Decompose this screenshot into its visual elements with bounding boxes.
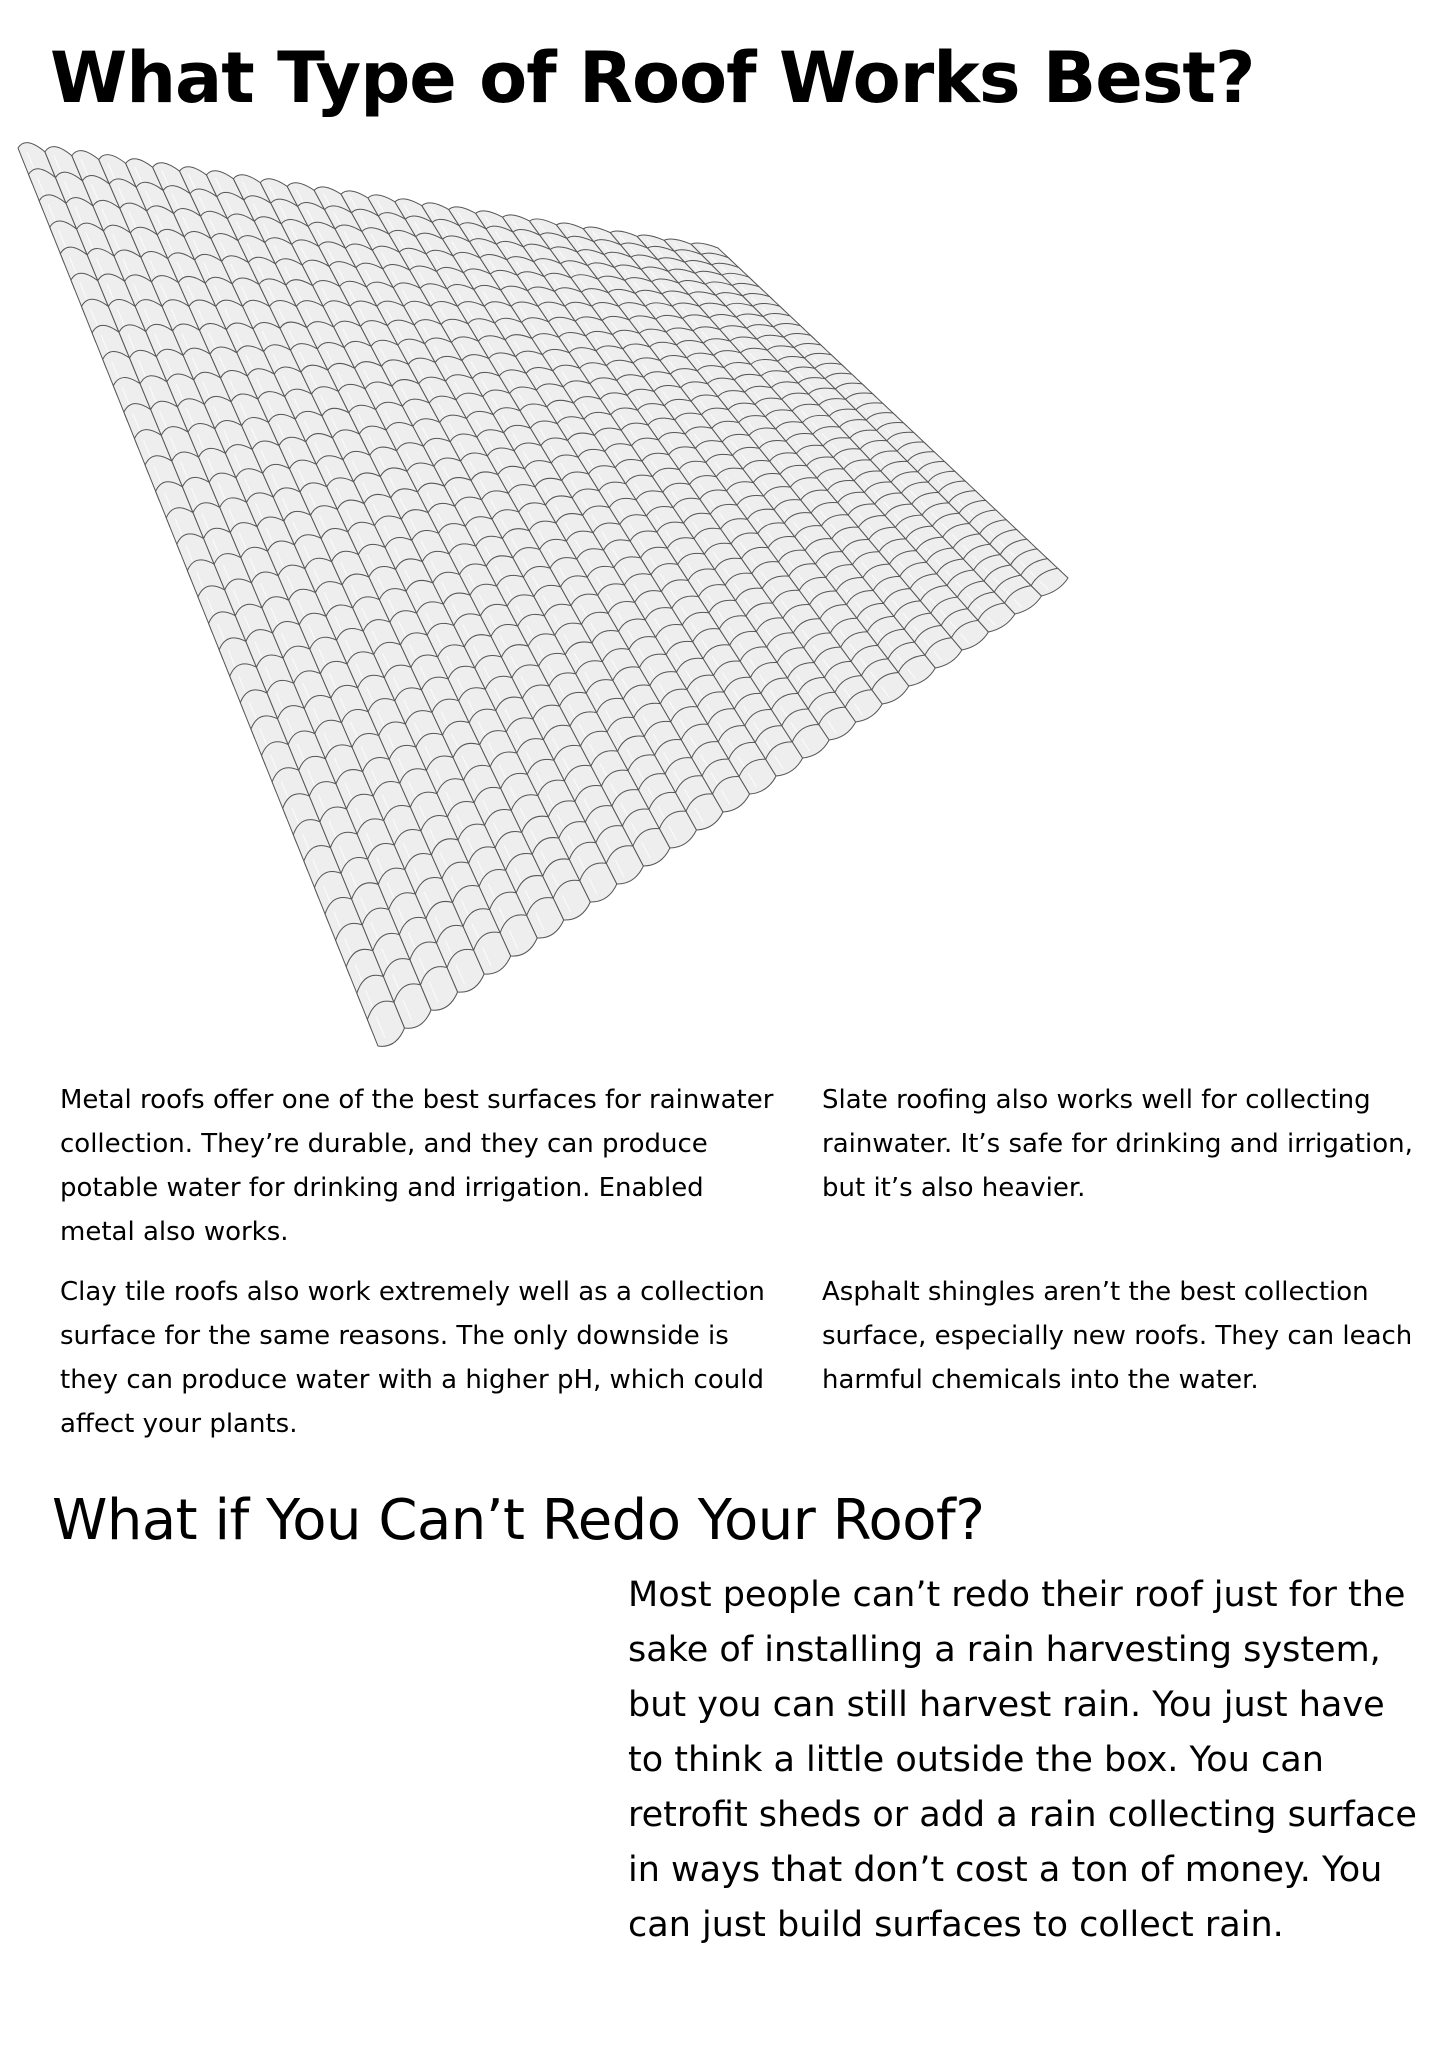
roof-tile-grid: [18, 143, 1068, 1047]
section-body: Most people can’t redo their roof just for the sake of installing a rain harvesting system, but you can still harvest rain. You just have to think a little outside the box. You can retrofit sheds or add a rain collecting surface in ways that don’t cost a ton of money. You can just build surfaces to collect rain.: [628, 1575, 1417, 1945]
page-title: What Type of Roof Works Best?: [50, 37, 1255, 119]
metal-roof-paragraph: Metal roofs offer one of the best surfaces for rainwater collection. They’re durable, and they can produce potable water for drinking and irrigation. Enabled metal also works.: [60, 1085, 774, 1247]
slate-roof-paragraph: Slate roofing also works well for collecting rainwater. It’s safe for drinking and irrigation, but it’s also heavier.: [822, 1085, 1413, 1203]
asphalt-shingle-paragraph: Asphalt shingles aren’t the best collection surface, especially new roofs. They can leach harmful chemicals into the water.: [822, 1277, 1413, 1395]
section-title: What if You Can’t Redo Your Roof?: [52, 1488, 985, 1553]
clay-tile-roof-paragraph: Clay tile roofs also work extremely well as a collection surface for the same reasons. The only downside is they can produce water with a higher pH, which could affect your plants.: [60, 1277, 765, 1439]
roof-tiles-illustration: [0, 130, 1100, 1060]
